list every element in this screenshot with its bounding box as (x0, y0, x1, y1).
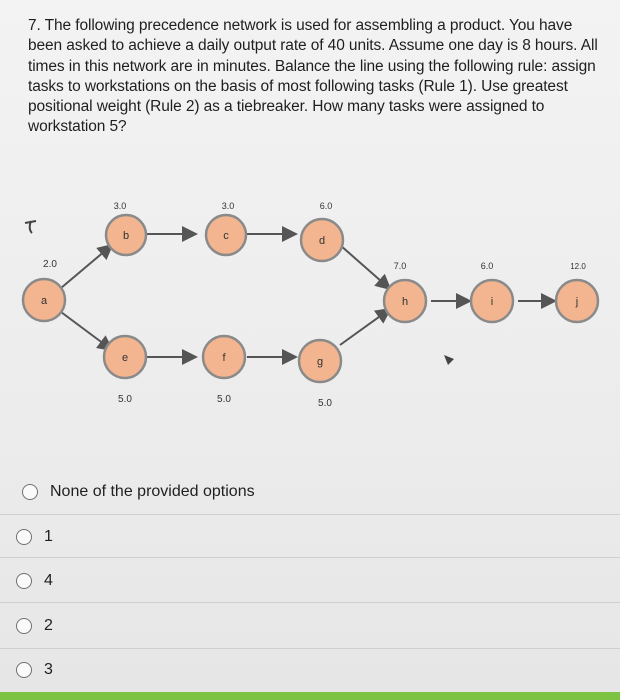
node-f (203, 336, 245, 405)
node-h-label: h (401, 296, 409, 308)
node-e-label: e (121, 352, 129, 364)
radio-icon[interactable] (16, 529, 32, 545)
edge-a-e (61, 312, 112, 350)
option-none[interactable] (22, 483, 255, 501)
node-i (471, 261, 513, 322)
radio-icon[interactable] (16, 618, 32, 634)
divider (0, 648, 620, 649)
node-g (299, 340, 341, 409)
radio-icon[interactable] (22, 484, 38, 500)
node-b-label: b (122, 230, 130, 242)
edge-d-h (340, 245, 390, 289)
node-j-time: 12.0 (570, 262, 586, 271)
node-d-time: 6.0 (319, 201, 333, 211)
divider (0, 514, 620, 515)
option-1[interactable] (16, 528, 53, 546)
node-h (384, 261, 426, 322)
node-h-time: 7.0 (393, 261, 407, 271)
option-label: 1 (44, 528, 53, 545)
node-j-label: j (575, 296, 579, 308)
option-label: 4 (44, 572, 53, 589)
radio-icon[interactable] (16, 662, 32, 678)
option-2[interactable] (16, 617, 53, 635)
node-d-label: d (318, 235, 326, 247)
option-label: 3 (44, 661, 53, 678)
node-c-label: c (223, 230, 229, 242)
option-3[interactable] (16, 661, 53, 679)
accent-bar (0, 692, 620, 700)
node-d (301, 201, 343, 261)
radio-icon[interactable] (16, 573, 32, 589)
divider (0, 557, 620, 558)
node-g-label: g (316, 356, 324, 368)
node-a-time: 2.0 (43, 259, 57, 270)
node-e-time: 5.0 (118, 394, 132, 405)
node-i-label: i (490, 296, 494, 308)
edge-a-b (61, 245, 112, 288)
node-b-time: 3.0 (113, 201, 127, 211)
node-e (104, 336, 146, 405)
precedence-network-diagram (0, 185, 620, 425)
scribble-mark (25, 221, 36, 233)
edge-g-h (340, 309, 390, 345)
node-a-label: a (40, 295, 48, 307)
divider (0, 602, 620, 603)
node-f-time: 5.0 (217, 394, 231, 405)
node-f-label: f (222, 352, 226, 364)
option-label: None of the provided options (50, 483, 255, 500)
node-b (106, 201, 146, 255)
question-text: 7. The following precedence network is used for assembling a product. You have been asked to achieve a daily output rate of 40 units. Assume one day is 8 hours. All times in this network are in minutes. Balance the line using the following rule: assign tasks to workstations on the basis of most following tasks (Rule 1). Use greatest positional weight (Rule 2) as a tiebreaker. How many tasks were assigned to workstation 5? (28, 17, 598, 136)
option-label: 2 (44, 617, 53, 634)
node-a (23, 259, 65, 321)
mouse-cursor-icon (444, 355, 454, 365)
node-j (556, 262, 598, 322)
node-c (206, 201, 246, 255)
node-g-time: 5.0 (318, 398, 332, 409)
node-i-time: 6.0 (480, 261, 494, 271)
node-c-time: 3.0 (221, 201, 235, 211)
option-4[interactable] (16, 572, 53, 590)
